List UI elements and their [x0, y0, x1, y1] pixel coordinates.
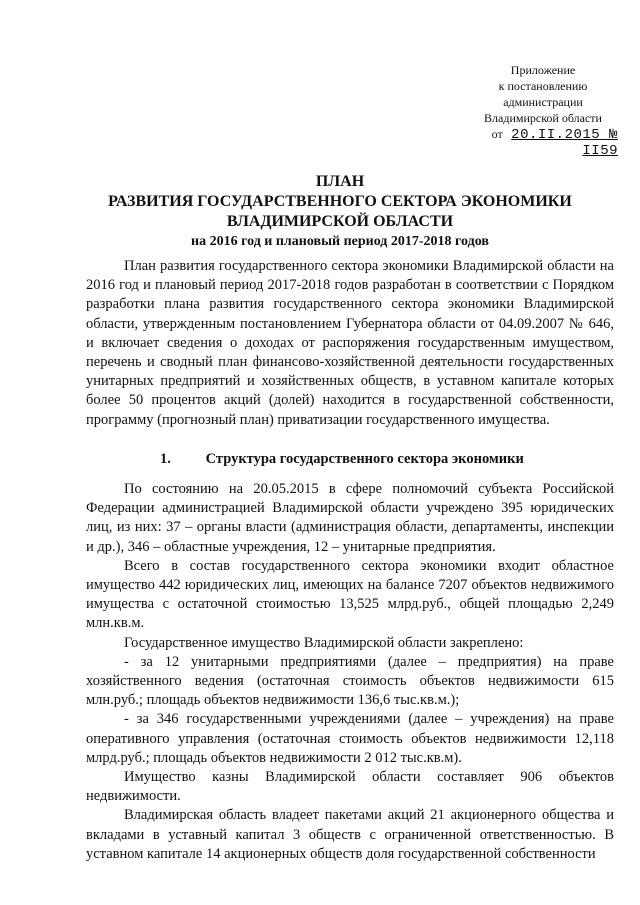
title-line-4: на 2016 год и плановый период 2017-2018 годов [191, 234, 489, 249]
paragraph: По состоянию на 20.05.2015 в сфере полномочий субъекта Российской Федерации администрацией Владимирской области учреждено 395 юридических лиц, из них: 37 – органы власти (администрация области, департаменты, инспекции и др.), 346 – областные учреждения, 12 – унитарные предприятия. [86, 481, 614, 555]
section-number: 1. [160, 451, 171, 467]
paragraph: - за 12 унитарными предприятиями (далее – предприятия) на праве хозяйственного ведения (остаточная стоимость объектов недвижимости 615 млн.руб.; площадь объектов недвижимости 136,6 тыс.кв.м.); [86, 653, 614, 709]
paragraph: Всего в состав государственного сектора экономики входит областное имущество 442 юридических лиц, имеющих на балансе 7207 объектов недвижимого имущества с остаточной стоимостью 13,525 млрд.руб., общей площадью 2,249 млн.кв.м. [86, 557, 614, 632]
paragraph: Государственное имущество Владимирской области закреплено: [124, 634, 524, 651]
appendix-line: Приложение [510, 63, 576, 77]
title-line-1: ПЛАН [315, 173, 365, 190]
appendix-date-value: 20.II.2015 № II59 [511, 127, 618, 159]
section-title: Структура государственного сектора экономики [205, 451, 524, 467]
appendix-line: администрации [503, 95, 583, 109]
appendix-line: Владимирской области [484, 111, 602, 125]
section-1-heading [160, 451, 524, 468]
appendix-line: к постановлению [498, 79, 588, 93]
title-line-3: ВЛАДИМИРСКОЙ ОБЛАСТИ [226, 213, 454, 230]
appendix-date-number [468, 126, 618, 159]
section-1-body [86, 480, 614, 864]
intro-paragraph: План развития государственного сектора экономики Владимирской области на 2016 год и плановый период 2017-2018 годов разработан в соответствии с Порядком разработки плана развития государственного сектора экономики Владимирской области, утвержденным постановлением Губернатора области от 04.09.2007 № 646, и включает сведения о доходах от распоряжения государственным имуществом, перечень и сводный план финансово-хозяйственной деятельности государственных унитарных предприятий и хозяйственных обществ, в уставном капитале которых более 50 процентов акций (долей) находится в государственной собственности, программу (прогнозный план) приватизации государственного имущества. [86, 258, 614, 428]
paragraph: - за 346 государственными учреждениями (далее – учреждения) на праве оперативного управления (остаточная стоимость объектов недвижимости 12,118 млрд.руб.; площадь объектов недвижимости 2 012 тыс.кв.м). [86, 711, 614, 766]
paragraph: Имущество казны Владимирской области составляет 906 объектов недвижимости. [86, 769, 614, 805]
appendix-block [468, 62, 618, 159]
appendix-date-prefix: от [491, 127, 503, 141]
title-line-2: РАЗВИТИЯ ГОСУДАРСТВЕННОГО СЕКТОРА ЭКОНОМИКИ [108, 193, 572, 210]
paragraph: Владимирская область владеет пакетами акций 21 акционерного общества и вкладами в уставный капитал 3 обществ с ограниченной ответственностью. В уставном капитале 14 акционерных обществ доля государственной собственности [86, 807, 614, 862]
document-title [80, 172, 600, 252]
intro-section [86, 257, 614, 430]
